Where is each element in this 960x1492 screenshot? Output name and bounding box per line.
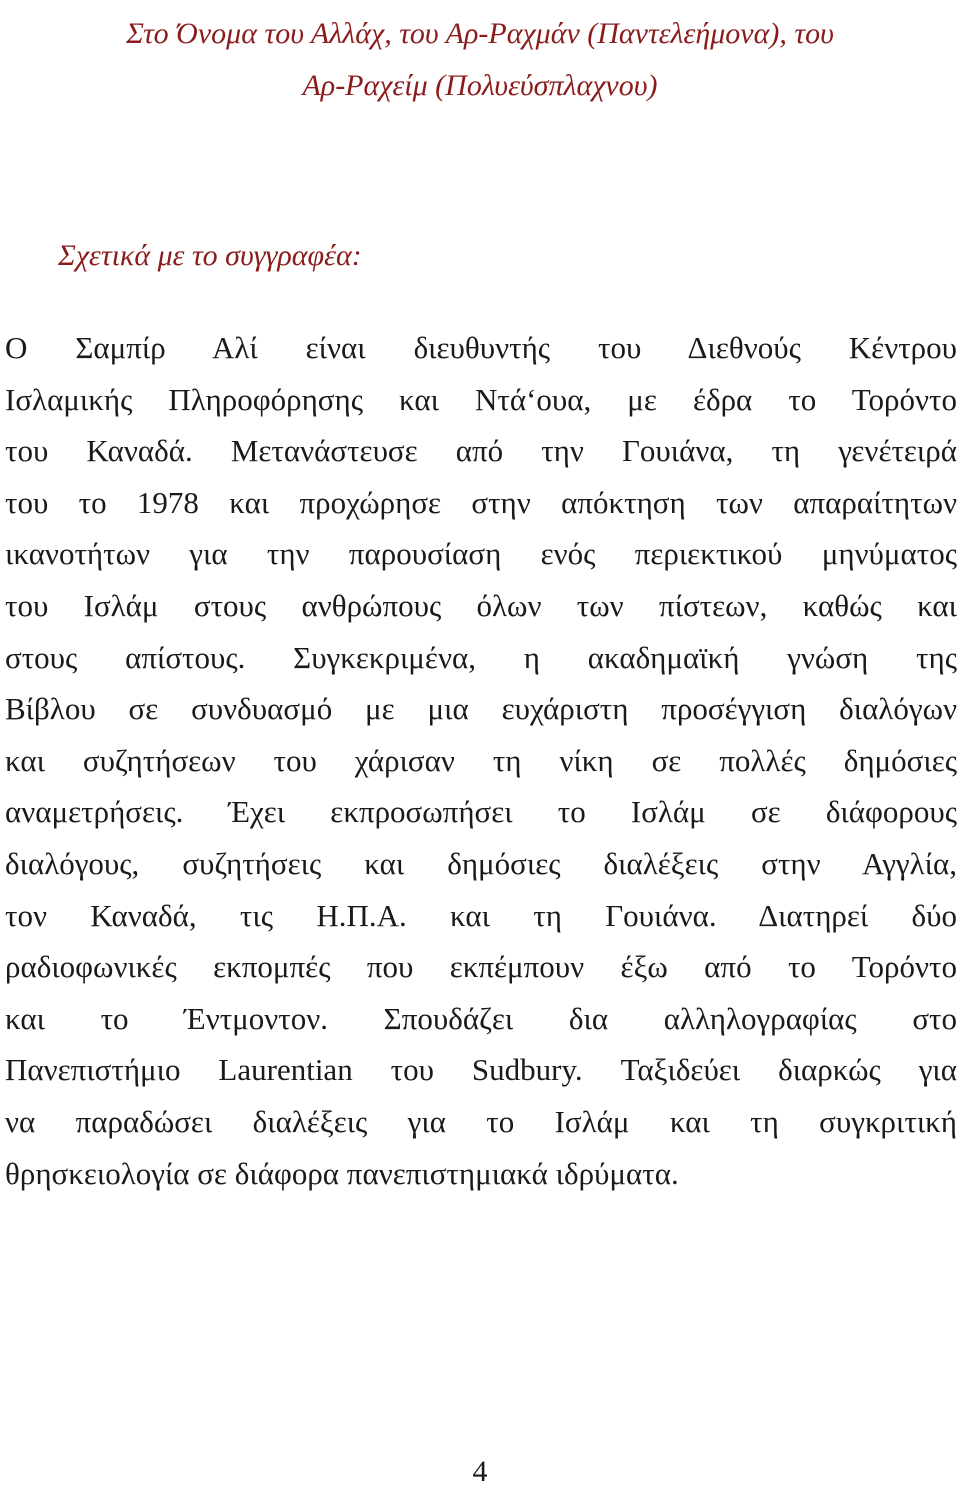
author-bio-paragraph <box>5 322 957 1199</box>
paragraph-line: του Καναδά. Μετανάστευσε από την Γουιάνα, τη γενέτειρά <box>5 433 957 469</box>
paragraph-line: ραδιοφωνικές εκπομπές που εκπέμπουν έξω από το Τορόντο <box>5 949 957 985</box>
paragraph-line: Ο Σαμπίρ Αλί είναι διευθυντής του Διεθνούς Κέντρου <box>5 330 957 365</box>
paragraph-line: τον Καναδά, τις Η.Π.Α. και τη Γουιάνα. Διατηρεί δύο <box>5 897 957 933</box>
paragraph-line: διαλόγους, συζητήσεις και δημόσιες διαλέξεις στην Αγγλία, <box>5 845 957 881</box>
paragraph-line: αναμετρήσεις. Έχει εκπροσωπήσει το Ισλάμ σε διάφορους <box>5 794 957 830</box>
page-number: 4 <box>472 1455 488 1488</box>
paragraph-line: Πανεπιστήμιο Laurentian του Sudbury. Ταξιδεύει διαρκώς για <box>5 1052 957 1088</box>
paragraph-line: του το 1978 και προχώρησε στην απόκτηση των απαραίτητων <box>5 484 957 520</box>
paragraph-line: και το Έντμοντον. Σπουδάζει δια αλληλογραφίας στο <box>5 1000 957 1036</box>
header-line-1: Στο Όνομα του Αλλάχ, του Αρ-Ραχμάν (Παντελεήμονα), του <box>126 17 834 50</box>
paragraph-line: και συζητήσεων του χάρισαν τη νίκη σε πολλές δημόσιες <box>5 742 957 778</box>
paragraph-line: στους απίστους. Συγκεκριμένα, η ακαδημαϊκή γνώση της <box>5 639 957 675</box>
paragraph-line: του Ισλάμ στους ανθρώπους όλων των πίστεων, καθώς και <box>5 587 957 623</box>
paragraph-line: ικανοτήτων για την παρουσίαση ενός περιεκτικού μηνύματος <box>5 536 957 572</box>
paragraph-line: Ισλαμικής Πληροφόρησης και Ντά‘ουα, με έδρα το Τορόντο <box>5 381 957 417</box>
page-header <box>0 8 960 112</box>
header-line-2: Αρ-Ραχείμ (Πολυεύσπλαχνου) <box>302 69 658 102</box>
paragraph-line: θρησκειολογία σε διάφορα πανεπιστημιακά ιδρύματα. <box>5 1155 679 1191</box>
paragraph-line: να παραδώσει διαλέξεις για το Ισλάμ και τη συγκριτική <box>5 1103 957 1139</box>
paragraph-line: Βίβλου σε συνδυασμό με μια ευχάριστη προσέγγιση διαλόγων <box>5 691 957 727</box>
section-heading: Σχετικά με το συγγραφέα: <box>58 239 362 272</box>
